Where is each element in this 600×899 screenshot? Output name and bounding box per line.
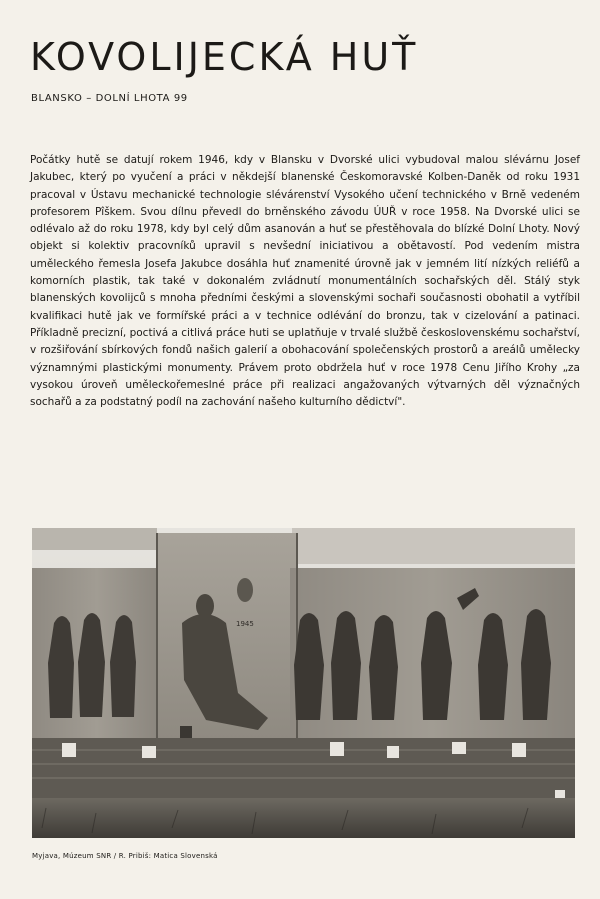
location-subtitle: BLANSKO – DOLNÍ LHOTA 99 <box>31 93 188 104</box>
relief-year-label: 1945 <box>236 620 254 628</box>
relief-photo <box>32 528 575 838</box>
photo-caption: Myjava, Múzeum SNR / R. Pribiš: Matica Slovenská <box>32 852 218 860</box>
article-body: Počátky hutě se datují rokem 1946, kdy v Blansku v Dvorské ulici vybudoval malou slévárnu Josef Jakubec, který po vyučení a práci v někdejší blanenské Českomoravské Kolben-Daněk od roku 1931 pracoval v Ústavu mechanické technologie slévárenství Vysokého učení technického v Brně vedeném profesorem Pîškem. Svou dílnu převedl do brněnského závodu ÚUŘ v roce 1958. Na Dvorské ulici se odlévalo až do roku 1978, kdy byl celý dům asanován a huť se přestěhovala do blízké Dolní Lhoty. Nový objekt si kolektiv pracovníků upravil s nevšední iniciativou a obětavostí. Pod vedením mistra uměleckého řemesla Josefa Jakubce dosáhla huť znamenité úrovně jak v jemném lití nízkých reliéfů a komorních plastik, tak také v dokonalém zvládnutí monumentálních sochařských děl. Stálý styk blanenských kovolijců s mnoha předními českými a slovenskými sochaři současnosti obohatil a vytříbil kvalifikaci hutě jak ve formířské práci a v technice odlévání do bronzu, tak v cizelování a patinaci. Příkladně precizní, poctivá a citlivá práce huti se uplatňuje v trvalé službě československému sochařství, v rozšiřování sbírkových fondů našich galerií a obohacování společenských prostorů a areálů umělecky významnými plastickými monumenty. Právem proto obdržela huť v roce 1978 Cenu Jiřího Krohy „za vysokou úroveň uměleckořemeslné práce při realizaci angažovaných výtvarných děl význačných sochařů a za podstatný podíl na zachování našeho kulturního dědictví". <box>30 154 580 409</box>
page-title: KOVOLIJECKÁ HUŤ <box>30 35 419 79</box>
